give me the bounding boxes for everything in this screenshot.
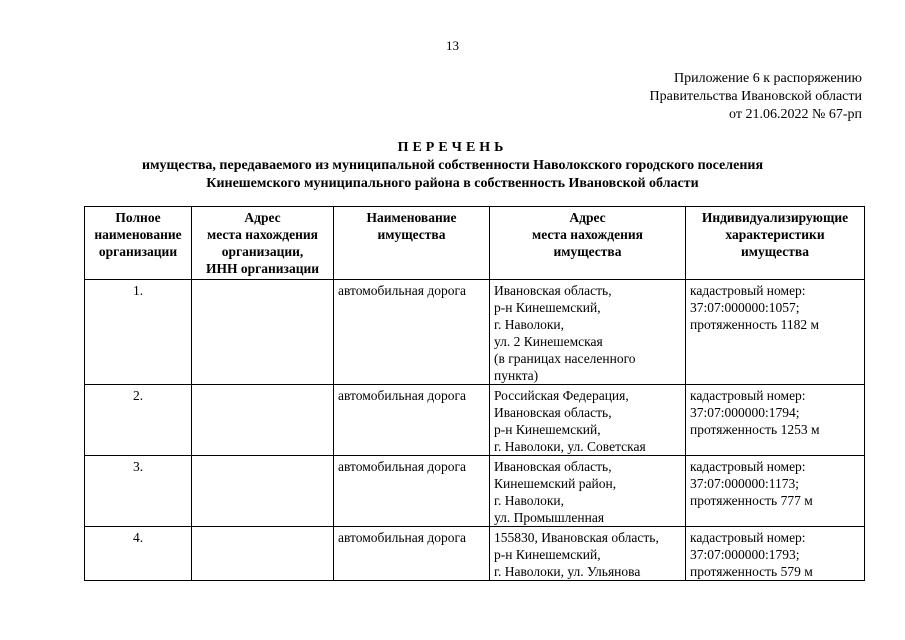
property-address-cell: [490, 527, 686, 581]
header-org-name: [85, 207, 192, 280]
header-line: места нахождения: [532, 227, 643, 242]
header-property-address: [490, 207, 686, 280]
org-address-cell: [192, 385, 334, 456]
address-line: р-н Кинешемский,: [494, 422, 601, 437]
address-line: ул. 2 Кинешемская: [494, 334, 603, 349]
address-line: г. Наволоки,: [494, 493, 565, 508]
characteristics-cell: [686, 527, 865, 581]
header-characteristics: [686, 207, 865, 280]
address-line: Ивановская область,: [494, 405, 612, 420]
appendix-line: Приложение 6 к распоряжению: [674, 71, 862, 86]
header-line: организации,: [221, 244, 304, 259]
address-line: р-н Кинешемский,: [494, 547, 601, 562]
characteristic-line: протяженность 1182 м: [690, 317, 819, 332]
header-line: места нахождения: [207, 227, 318, 242]
header-line: организации: [98, 244, 178, 259]
property-address-cell: [490, 280, 686, 385]
address-line: (в границах населенного: [494, 351, 636, 366]
header-line: характеристики: [725, 227, 825, 242]
header-property-name: [334, 207, 490, 280]
property-address-cell: [490, 456, 686, 527]
table-row: [85, 385, 865, 456]
appendix-line: от 21.06.2022 № 67-рп: [729, 107, 862, 122]
header-line: Полное: [115, 210, 161, 225]
address-line: г. Наволоки,: [494, 317, 565, 332]
address-line: Ивановская область,: [494, 459, 612, 474]
header-line: Адрес: [244, 210, 281, 225]
appendix-line: Правительства Ивановской области: [649, 89, 862, 104]
characteristic-line: кадастровый номер:: [690, 388, 806, 403]
characteristic-line: 37:07:000000:1793;: [690, 547, 800, 562]
appendix-header: [650, 70, 862, 124]
page-number: 13: [446, 38, 459, 53]
address-line: пункта): [494, 368, 539, 383]
org-address-cell: [192, 456, 334, 527]
property-name-cell: автомобильная дорога: [334, 456, 490, 527]
characteristic-line: кадастровый номер:: [690, 283, 806, 298]
row-number: 2.: [85, 385, 192, 456]
address-line: г. Наволоки, ул. Советская: [494, 439, 646, 454]
table-body: [85, 280, 865, 581]
address-line: Ивановская область,: [494, 283, 612, 298]
header-org-address: [192, 207, 334, 280]
characteristic-line: 37:07:000000:1794;: [690, 405, 800, 420]
table-row: [85, 456, 865, 527]
table-row: [85, 527, 865, 581]
header-line: имущества: [377, 227, 446, 242]
header-line: наименование: [94, 227, 182, 242]
property-name-cell: автомобильная дорога: [334, 527, 490, 581]
address-line: г. Наволоки, ул. Ульянова: [494, 564, 641, 579]
characteristic-line: 37:07:000000:1057;: [690, 300, 800, 315]
header-line: Индивидуализирующие: [701, 210, 849, 225]
characteristics-cell: [686, 456, 865, 527]
row-number: 1.: [85, 280, 192, 385]
org-address-cell: [192, 280, 334, 385]
characteristic-line: кадастровый номер:: [690, 459, 806, 474]
property-name-cell: автомобильная дорога: [334, 280, 490, 385]
row-number: 3.: [85, 456, 192, 527]
characteristics-cell: [686, 385, 865, 456]
property-name-cell: автомобильная дорога: [334, 385, 490, 456]
table-row: [85, 280, 865, 385]
header-line: Наименование: [366, 210, 457, 225]
title-subtitle-line: Кинешемского муниципального района в собственность Ивановской области: [206, 176, 699, 191]
header-line: ИНН организации: [205, 261, 320, 276]
address-line: Кинешемский район,: [494, 476, 617, 491]
address-line: р-н Кинешемский,: [494, 300, 601, 315]
address-line: ул. Промышленная: [494, 510, 605, 525]
row-number: 4.: [85, 527, 192, 581]
org-address-cell: [192, 527, 334, 581]
header-line: Адрес: [569, 210, 606, 225]
property-table: [84, 206, 865, 581]
table-header-row: [85, 207, 865, 280]
characteristic-line: протяженность 1253 м: [690, 422, 820, 437]
characteristic-line: протяженность 777 м: [690, 493, 813, 508]
characteristic-line: протяженность 579 м: [690, 564, 813, 579]
title-main: ПЕРЕЧЕНЬ: [397, 140, 508, 155]
characteristics-cell: [686, 280, 865, 385]
header-line: имущества: [553, 244, 622, 259]
address-line: Российская Федерация,: [494, 388, 629, 403]
characteristic-line: 37:07:000000:1173;: [690, 476, 800, 491]
title-subtitle-line: имущества, передаваемого из муниципальной собственности Наволокского городского поселения: [141, 158, 764, 173]
header-line: имущества: [741, 244, 809, 259]
address-line: 155830, Ивановская область,: [494, 530, 659, 545]
document-title: [0, 139, 905, 193]
characteristic-line: кадастровый номер:: [690, 530, 806, 545]
property-address-cell: [490, 385, 686, 456]
